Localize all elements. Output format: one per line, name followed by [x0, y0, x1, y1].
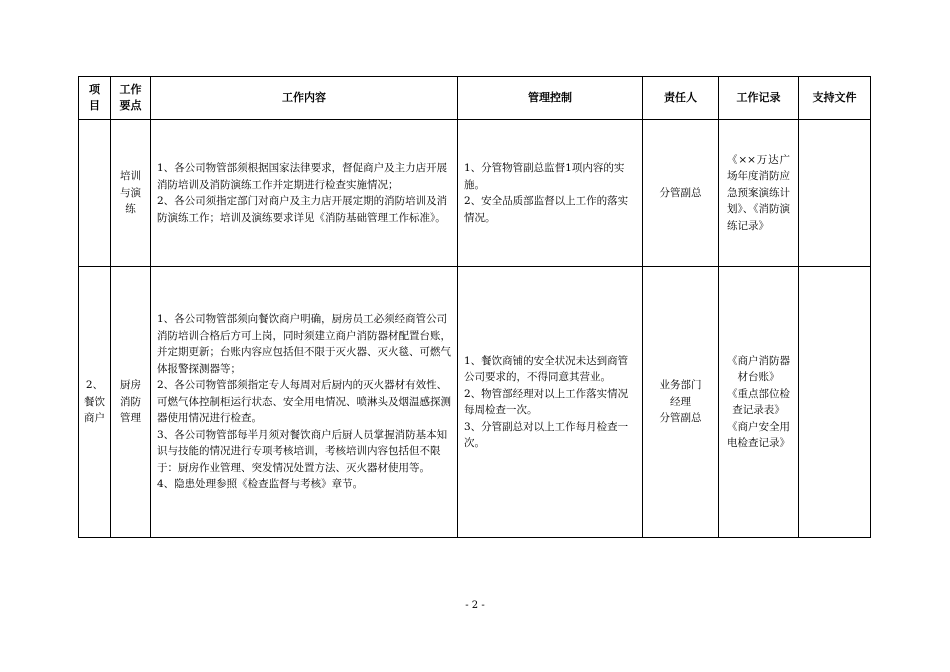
cell-key-point: 厨房消防管理	[111, 267, 151, 538]
header-owner: 责任人	[643, 77, 719, 120]
cell-content	[151, 120, 458, 267]
header-record: 工作记录	[719, 77, 799, 120]
cell-record: 《××万达广场年度消防应急预案演练计划》、《消防演练记录》	[719, 120, 799, 267]
cell-support	[799, 120, 871, 267]
content-line: 3、各公司物管部每半月须对餐饮商户后厨人员掌握消防基本知识与技能的情况进行专项考核培训，考核培训内容包括但不限于：厨房作业管理、突发情况处置方法、灭火器材使用等。	[157, 428, 448, 474]
management-table	[78, 76, 871, 538]
cell-owner: 分管副总	[643, 120, 719, 267]
control-line: 2、物管部经理对以上工作落实情况每周检查一次。	[464, 387, 629, 416]
content-line: 2、各公司物管部须指定专人每周对后厨内的灭火器材有效性、可燃气体控制柜运行状态、安全用电情况、喷淋头及烟温感探测器使用情况进行检查。	[157, 379, 451, 425]
table-row	[79, 267, 871, 538]
owner-line: 经理	[670, 395, 691, 408]
record-line: 《重点部位检查记录表》	[727, 387, 790, 416]
header-support: 支持文件	[799, 77, 871, 120]
cell-item: 2、餐饮商户	[79, 267, 111, 538]
cell-control	[458, 120, 643, 267]
control-line: 1、分管物管副总监督1项内容的实施。	[464, 162, 625, 191]
owner-line: 分管副总	[659, 412, 702, 425]
owner-line: 业务部门	[659, 379, 702, 392]
header-item: 项目	[79, 77, 111, 120]
header-content: 工作内容	[151, 77, 458, 120]
table-header-row	[79, 77, 871, 120]
content-line: 2、各公司须指定部门对商户及主力店开展定期的消防培训及消防演练工作；培训及演练要求详见《消防基础管理工作标准》。	[157, 195, 448, 224]
cell-record	[719, 267, 799, 538]
page-number: - 2 -	[465, 600, 485, 611]
control-line: 1、餐饮商铺的安全状况未达到商管公司要求的，不得同意其营业。	[464, 354, 629, 383]
header-control: 管理控制	[458, 77, 643, 120]
cell-control	[458, 267, 643, 538]
content-line: 4、隐患处理参照《检查监督与考核》章节。	[157, 478, 364, 491]
content-line: 1、各公司物管部须向餐饮商户明确，厨房员工必须经商管公司消防培训合格后方可上岗，同时须建立商户消防器材配置台账，并定期更新；台账内容应包括但不限于灭火器、灭火毯、可燃气体报警探测器等；	[157, 313, 451, 375]
cell-support	[799, 267, 871, 538]
table-row	[79, 120, 871, 267]
control-line: 3、分管副总对以上工作每月检查一次。	[464, 420, 629, 449]
header-key-point: 工作要点	[111, 77, 151, 120]
cell-key-point: 培训与演练	[111, 120, 151, 267]
content-line: 1、各公司物管部须根据国家法律要求，督促商户及主力店开展消防培训及消防演练工作并定期进行检查实施情况；	[157, 162, 448, 191]
record-line: 《商户安全用电检查记录》	[727, 420, 790, 449]
cell-owner	[643, 267, 719, 538]
record-line: 《商户消防器材台账》	[727, 354, 790, 383]
cell-content	[151, 267, 458, 538]
control-line: 2、安全品质部监督以上工作的落实情况。	[464, 195, 629, 224]
cell-item	[79, 120, 111, 267]
